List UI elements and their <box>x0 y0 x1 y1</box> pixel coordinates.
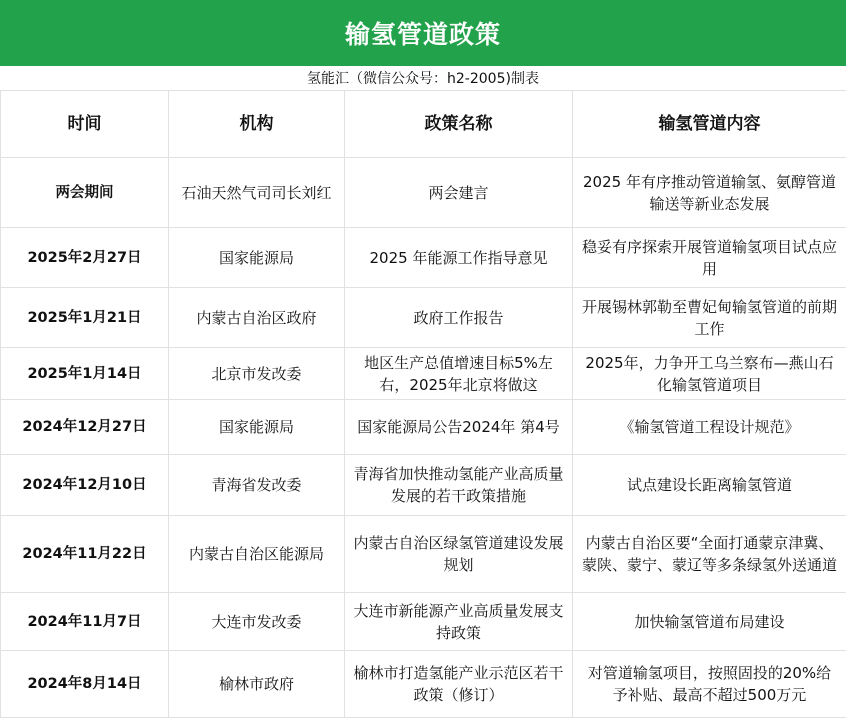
header-pipeline-content: 输氢管道内容 <box>573 91 846 158</box>
cell-time: 2024年12月27日 <box>1 400 169 455</box>
cell-organization: 北京市发改委 <box>169 348 345 400</box>
cell-policy-name: 大连市新能源产业高质量发展支持政策 <box>345 593 573 651</box>
table-row <box>1 516 846 593</box>
cell-policy-name: 青海省加快推动氢能产业高质量发展的若干政策措施 <box>345 455 573 516</box>
cell-pipeline-content: 内蒙古自治区要“全面打通蒙京津冀、蒙陕、蒙宁、蒙辽等多条绿氢外送通道 <box>573 516 846 593</box>
cell-policy-name: 内蒙古自治区绿氢管道建设发展规划 <box>345 516 573 593</box>
cell-time: 2025年1月21日 <box>1 288 169 348</box>
cell-pipeline-content: 2025 年有序推动管道输氢、氨醇管道输送等新业态发展 <box>573 158 846 228</box>
cell-policy-name: 两会建言 <box>345 158 573 228</box>
table-row <box>1 288 846 348</box>
table-row <box>1 348 846 400</box>
cell-policy-name: 政府工作报告 <box>345 288 573 348</box>
cell-organization: 国家能源局 <box>169 400 345 455</box>
cell-organization: 榆林市政府 <box>169 651 345 718</box>
table-row <box>1 228 846 288</box>
cell-time: 2024年11月22日 <box>1 516 169 593</box>
table-source-note: 氢能汇（微信公众号：h2-2005)制表 <box>307 71 539 87</box>
header-policy-name: 政策名称 <box>345 91 573 158</box>
cell-time: 2025年1月14日 <box>1 348 169 400</box>
cell-policy-name: 2025 年能源工作指导意见 <box>345 228 573 288</box>
cell-organization: 大连市发改委 <box>169 593 345 651</box>
table-row <box>1 400 846 455</box>
cell-organization: 石油天然气司司长刘红 <box>169 158 345 228</box>
page-title: 输氢管道政策 <box>0 0 846 66</box>
cell-pipeline-content: 试点建设长距离输氢管道 <box>573 455 846 516</box>
table-row <box>1 593 846 651</box>
cell-time: 2024年12月10日 <box>1 455 169 516</box>
cell-policy-name: 地区生产总值增速目标5%左右，2025年北京将做这 <box>345 348 573 400</box>
table-row <box>1 651 846 718</box>
cell-pipeline-content: 2025年，力争开工乌兰察布—燕山石化输氢管道项目 <box>573 348 846 400</box>
cell-pipeline-content: 稳妥有序探索开展管道输氢项目试点应用 <box>573 228 846 288</box>
cell-time: 2025年2月27日 <box>1 228 169 288</box>
cell-policy-name: 榆林市打造氢能产业示范区若干政策（修订） <box>345 651 573 718</box>
header-time: 时间 <box>1 91 169 158</box>
cell-pipeline-content: 加快输氢管道布局建设 <box>573 593 846 651</box>
table-row <box>1 455 846 516</box>
cell-time: 2024年8月14日 <box>1 651 169 718</box>
table-header-row <box>1 91 846 158</box>
cell-pipeline-content: 开展锡林郭勒至曹妃甸输氢管道的前期工作 <box>573 288 846 348</box>
table-row <box>1 158 846 228</box>
cell-organization: 内蒙古自治区政府 <box>169 288 345 348</box>
cell-organization: 青海省发改委 <box>169 455 345 516</box>
cell-organization: 国家能源局 <box>169 228 345 288</box>
cell-time: 两会期间 <box>1 158 169 228</box>
cell-pipeline-content: 对管道输氢项目，按照固投的20%给予补贴、最高不超过500万元 <box>573 651 846 718</box>
cell-time: 2024年11月7日 <box>1 593 169 651</box>
cell-pipeline-content: 《输氢管道工程设计规范》 <box>573 400 846 455</box>
cell-organization: 内蒙古自治区能源局 <box>169 516 345 593</box>
cell-policy-name: 国家能源局公告2024年 第4号 <box>345 400 573 455</box>
policy-table <box>0 90 846 718</box>
header-organization: 机构 <box>169 91 345 158</box>
